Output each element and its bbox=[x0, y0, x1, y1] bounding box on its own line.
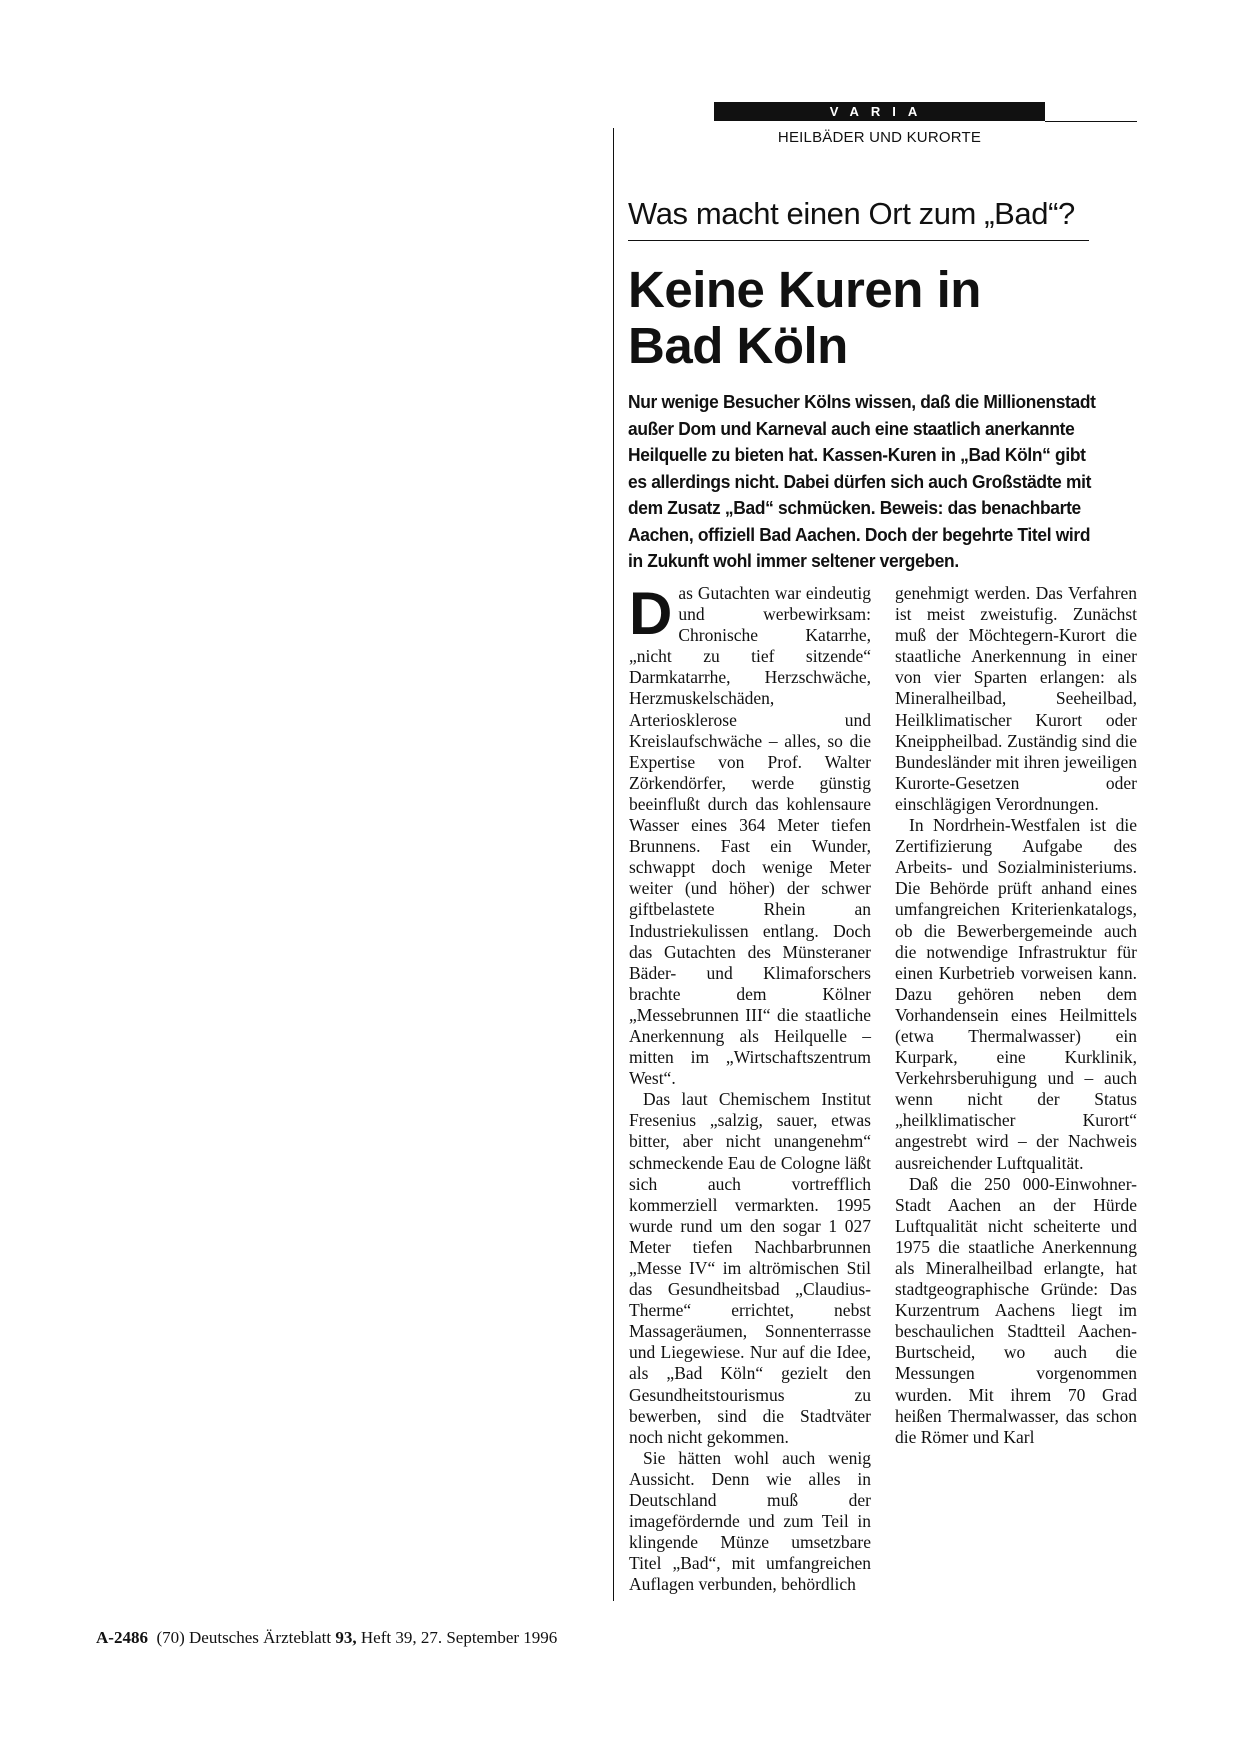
issue-date: Heft 39, 27. September 1996 bbox=[360, 1628, 558, 1647]
article-lead: Nur wenige Besucher Kölns wissen, daß die Millionenstadt außer Dom und Karneval auch eine staatlich anerkannte Heilquelle zu bieten hat. Kassen-Kuren in „Bad Köln“ gibt es allerdings nicht. Dabei dürfen sich auch Großstädte mit dem Zusatz „Bad“ schmücken. Beweis: das benachbarte Aachen, offiziell Bad Aachen. Doch der begehrte Titel wird in Zukunft wohl immer seltener vergeben. bbox=[628, 391, 1096, 571]
body-paragraph-2: Das laut Chemischem Institut Fresenius „salzig, sauer, etwas bitter, aber nicht unangenehm“ schmeckende Eau de Cologne läßt sich auch vortrefflich kommerziell vermarkten. 1995 wurde rund um den sogar 1 027 Meter tiefen Nachbarbrunnen „Messe IV“ im altrömischen Stil das Gesundheitsbad „Claudius-Therme“ errichtet, nebst Massageräumen, Sonnenterrasse und Liegewiese. Nur auf die Idee, als „Bad Köln“ gezielt den Gesundheitstourismus zu bewerben, sind die Stadtväter noch nicht gekommen. bbox=[629, 1089, 871, 1447]
body-column-2 bbox=[895, 583, 1137, 1448]
article-kicker: Was macht einen Ort zum „Bad“? bbox=[628, 196, 1075, 231]
body-paragraph-continued: genehmigt werden. Das Verfahren ist meist zweistufig. Zunächst muß der Möchtegern-Kurort die staatliche Anerkennung in einer von vier Sparten erlangen: als Mineralheilbad, Seeheilbad, Heilklimatischer Kurort oder Kneippheilbad. Zuständig sind die Bundesländer mit ihren jeweiligen Kurorte-Gesetzen oder einschlägigen Verordnungen. bbox=[895, 583, 1137, 814]
body-paragraph-1 bbox=[629, 580, 871, 1089]
body-column-1 bbox=[629, 580, 871, 1596]
body-paragraph-4: In Nordrhein-Westfalen ist die Zertifizierung Aufgabe des Arbeits- und Sozialministeriums. Die Behörde prüft anhand eines umfangreichen Kriterienkatalogs, ob die Bewerbergemeinde auch die notwendige Infrastruktur für einen Kurbetrieb vorweisen kann. Dazu gehören neben dem Vorhandensein eines Heilmittels (etwa Thermalwasser) ein Kurpark, eine Kurklinik, Verkehrsberuhigung und – auch wenn nicht der Status „heilklimatischer Kurort“ angestrebt wird – der Nachweis ausreichender Luftqualität. bbox=[895, 815, 1137, 1173]
page-number: A-2486 bbox=[96, 1628, 148, 1647]
section-label: HEILBÄDER UND KURORTE bbox=[777, 129, 982, 146]
headline-line-1: Keine Kuren in bbox=[628, 261, 981, 318]
section-banner bbox=[714, 102, 1045, 121]
body-paragraph-5: Daß die 250 000-Einwohner-Stadt Aachen an der Hürde Luftqualität nicht scheiterte und 1975 die staatliche Anerkennung als Mineralheilbad erlangte, hat stadtgeographische Gründe: Das Kurzentrum Aachens liegt im beschaulichen Stadtteil Aachen-Burtscheid, wo auch die Messungen vorgenommen wurden. Mit ihrem 70 Grad heißen Thermalwasser, das schon die Römer und Karl bbox=[895, 1173, 1137, 1447]
article-headline bbox=[628, 262, 981, 374]
banner-rule bbox=[1045, 121, 1137, 122]
headline-line-2: Bad Köln bbox=[628, 317, 848, 374]
varia-label: VARIA bbox=[829, 104, 930, 119]
issue-prefix: (70) Deutsches Ärzteblatt bbox=[156, 1628, 332, 1647]
volume-number: 93, bbox=[335, 1628, 357, 1647]
paragraph-1-text: as Gutachten war eindeutig und werbewirksam: Chronische Katarrhe, „nicht zu tief sitzende“ Darmkatarrhe, Herzschwäche, Herzmuskelschäden, Arteriosklerose und Kreislaufschwäche – alles, so die Expertise von Prof. Walter Zörkendörfer, werde günstig beeinflußt durch das kohlensaure Wasser eines 364 Meter tiefen Brunnens. Fast ein Wunder, schwappt doch wenige Meter weiter (und höher) der schwer giftbelastete Rhein an Industriekulissen entlang. Doch das Gutachten des Münsteraner Bäder- und Klimaforschers brachte dem Kölner „Messebrunnen III“ die staatliche Anerkennung als Heilquelle – mitten im „Wirtschaftszentrum West“. bbox=[629, 583, 871, 1089]
column-rule bbox=[613, 128, 614, 1601]
drop-cap: D bbox=[629, 580, 673, 647]
page-footer bbox=[96, 1628, 557, 1648]
kicker-rule bbox=[628, 240, 1089, 241]
body-paragraph-3: Sie hätten wohl auch wenig Aussicht. Denn wie alles in Deutschland muß der imagefördernde und zum Teil in klingende Münze umsetzbare Titel „Bad“, mit umfangreichen Auflagen verbunden, behördlich bbox=[629, 1447, 871, 1595]
